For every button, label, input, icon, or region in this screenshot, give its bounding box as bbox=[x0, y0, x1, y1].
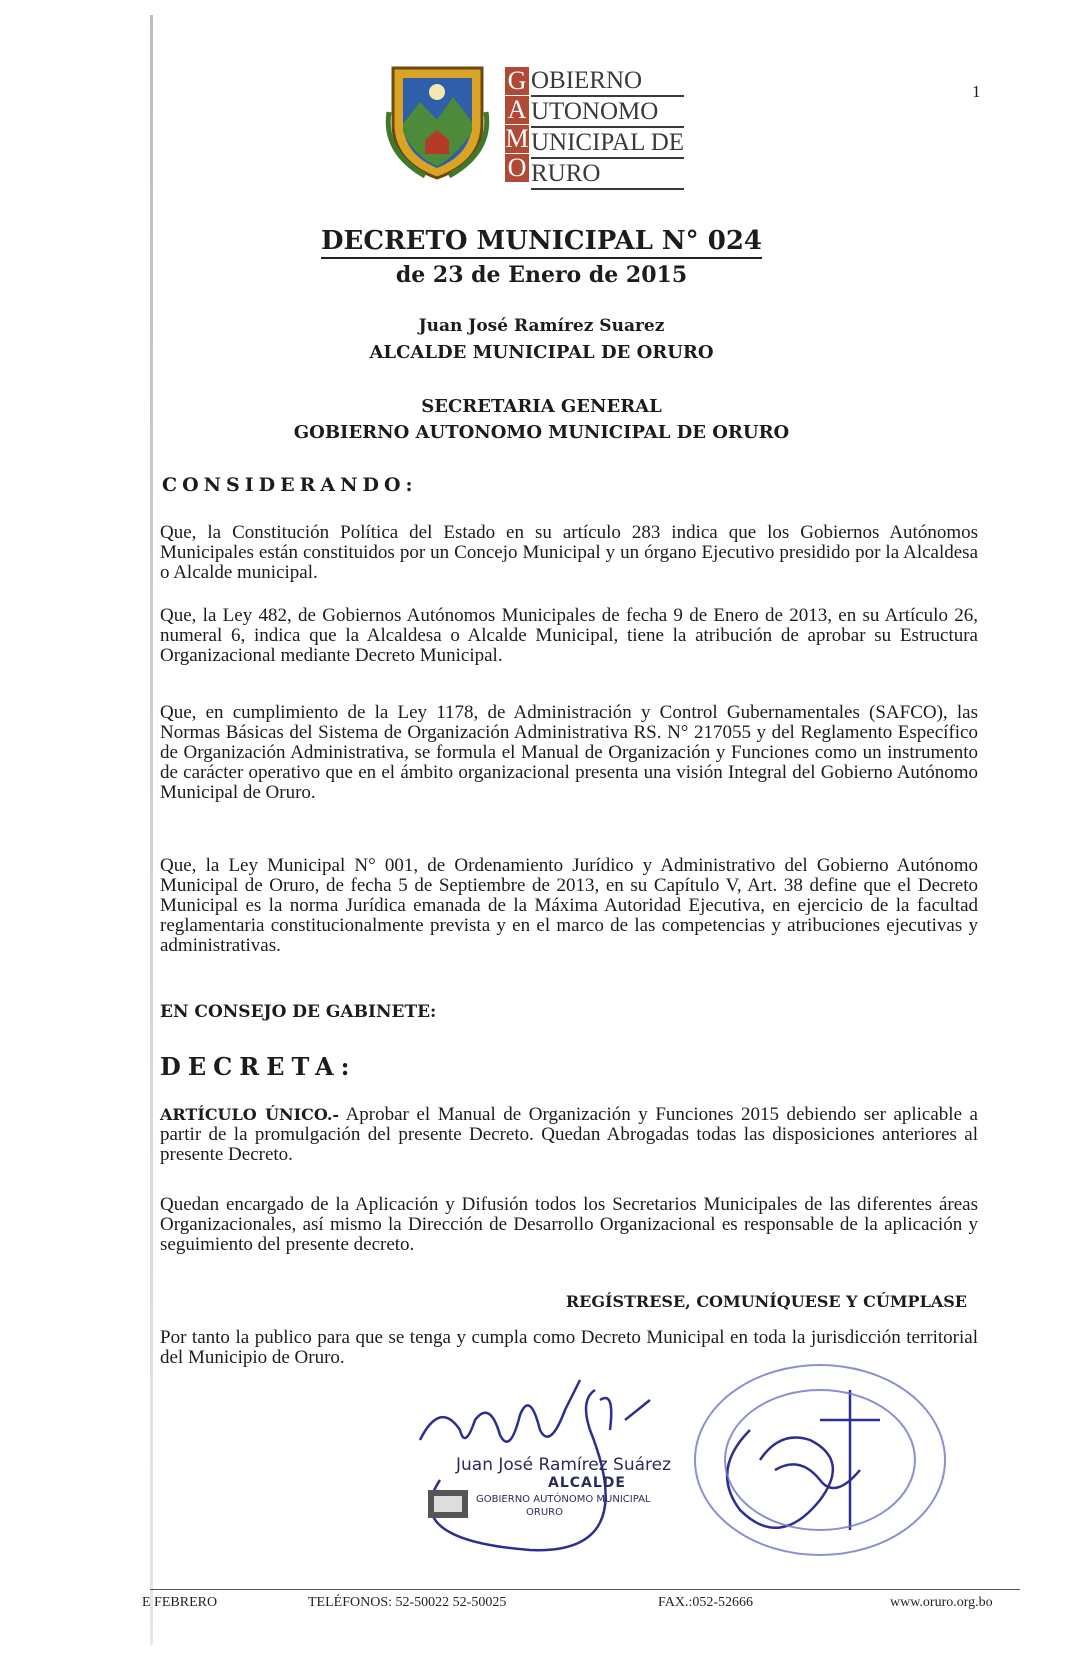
considerando-paragraph: Que, la Constitución Política del Estado en su artículo 283 indica que los Gobiernos Autónomos Municipales están constituidos por un Concejo Municipal y un órgano Ejecutivo presidido por la Alcaldesa o Alcalde municipal. bbox=[160, 522, 978, 583]
signatures-drawing bbox=[380, 1360, 980, 1610]
considerando-paragraph: Que, la Ley Municipal N° 001, de Ordenamiento Jurídico y Administrativo del Gobierno Autónomo Municipal de Oruro, de fecha 5 de Septiembre de 2013, en su Capítulo V, Art. 38 define que el Decreto Municipal es la norma Jurídica emanada de la Máxima Autoridad Ejecutiva, en ejercicio de la facultad reglamentaria constitucionalmente prevista y en el marco de las competencias y atribuciones ejecutivas y administrativas. bbox=[160, 855, 978, 956]
logo-word: UNICIPAL DE bbox=[531, 129, 684, 159]
encargo-paragraph: Quedan encargado de la Aplicación y Difusión todos los Secretarios Municipales de las diferentes áreas Organizacionales, así mismo la Dirección de Desarrollo Organizacional es responsable de la aplicación y seguimiento del presente decreto. bbox=[160, 1194, 978, 1255]
government-heading: GOBIERNO AUTONOMO MUNICIPAL DE ORURO bbox=[293, 422, 790, 443]
stamp-institution: GOBIERNO AUTÓNOMO MUNICIPAL bbox=[476, 1494, 651, 1505]
logo-letter: G bbox=[505, 67, 529, 95]
consejo-heading: EN CONSEJO DE GABINETE: bbox=[160, 1002, 437, 1022]
secretary-stamp bbox=[695, 1365, 945, 1555]
logo-word: OBIERNO bbox=[531, 67, 684, 97]
mayor-seal-icon bbox=[428, 1490, 468, 1518]
logo-word: UTONOMO bbox=[531, 98, 684, 128]
stamp-role: ALCALDE bbox=[548, 1475, 626, 1491]
decreta-heading: DECRETA: bbox=[160, 1052, 357, 1081]
logo-words bbox=[531, 67, 684, 191]
articulo-text: Aprobar el Manual de Organización y Funciones 2015 debiendo ser aplicable a partir de la promulgación del presente Decreto. Quedan Abrogadas todas las disposiciones anteriores al presente Decreto. bbox=[160, 1104, 978, 1165]
articulo-label: ARTÍCULO ÚNICO.- bbox=[160, 1105, 340, 1124]
considerando-heading: CONSIDERANDO: bbox=[162, 474, 418, 496]
stamp-city: ORURO bbox=[526, 1507, 563, 1518]
registrese-line: REGÍSTRESE, COMUNÍQUESE Y CÚMPLASE bbox=[565, 1292, 967, 1311]
footer-address: E FEBRERO bbox=[142, 1595, 218, 1610]
logo-letter: O bbox=[505, 154, 529, 182]
decree-date: de 23 de Enero de 2015 bbox=[395, 262, 688, 288]
gamo-logo bbox=[385, 62, 725, 187]
footer-fax: FAX.:052-52666 bbox=[658, 1595, 754, 1610]
secretary-signature bbox=[727, 1390, 880, 1530]
footer-phones: TELÉFONOS: 52-50022 52-50025 bbox=[308, 1595, 507, 1610]
logo-letter: M bbox=[505, 124, 529, 153]
page-number: 1 bbox=[972, 82, 981, 101]
logo-word: RURO bbox=[531, 160, 684, 190]
logo-letter: A bbox=[505, 96, 529, 124]
footer-website: www.oruro.org.bo bbox=[890, 1595, 993, 1610]
page-edge-shadow bbox=[150, 15, 153, 1645]
articulo-paragraph bbox=[160, 1105, 978, 1165]
stamp-name: Juan José Ramírez Suárez bbox=[456, 1455, 672, 1475]
secretariat-heading: SECRETARIA GENERAL bbox=[421, 396, 662, 417]
logo-letters bbox=[505, 67, 529, 183]
coat-of-arms-icon bbox=[385, 62, 490, 182]
decree-title: DECRETO MUNICIPAL N° 024 bbox=[321, 226, 762, 259]
footer-divider bbox=[150, 1589, 1020, 1590]
decree-title-line bbox=[0, 226, 1083, 256]
considerando-paragraph: Que, en cumplimiento de la Ley 1178, de Administración y Control Gubernamentales (SAFCO), las Normas Básicas del Sistema de Organización Administrativa RS. N° 217055 y del Reglamento Específico de Organización Administrativa, se formula el Manual de Organización y Funciones como un instrumento de carácter operativo que en el ámbito organizacional presenta una visión Integral del Gobierno Autónomo Municipal de Oruro. bbox=[160, 702, 978, 803]
mayor-name: Juan José Ramírez Suarez bbox=[418, 316, 665, 336]
mayor-title: ALCALDE MUNICIPAL DE ORURO bbox=[369, 342, 714, 363]
considerando-paragraph: Que, la Ley 482, de Gobiernos Autónomos Municipales de fecha 9 de Enero de 2013, en su Artículo 26, numeral 6, indica que la Alcaldesa o Alcalde Municipal, tiene la atribución de aprobar su Estructura Organizacional mediante Decreto Municipal. bbox=[160, 605, 978, 666]
publicacion-paragraph: Por tanto la publico para que se tenga y cumpla como Decreto Municipal en toda la jurisdicción territorial del Municipio de Oruro. bbox=[160, 1327, 978, 1368]
signature-area bbox=[380, 1360, 980, 1610]
